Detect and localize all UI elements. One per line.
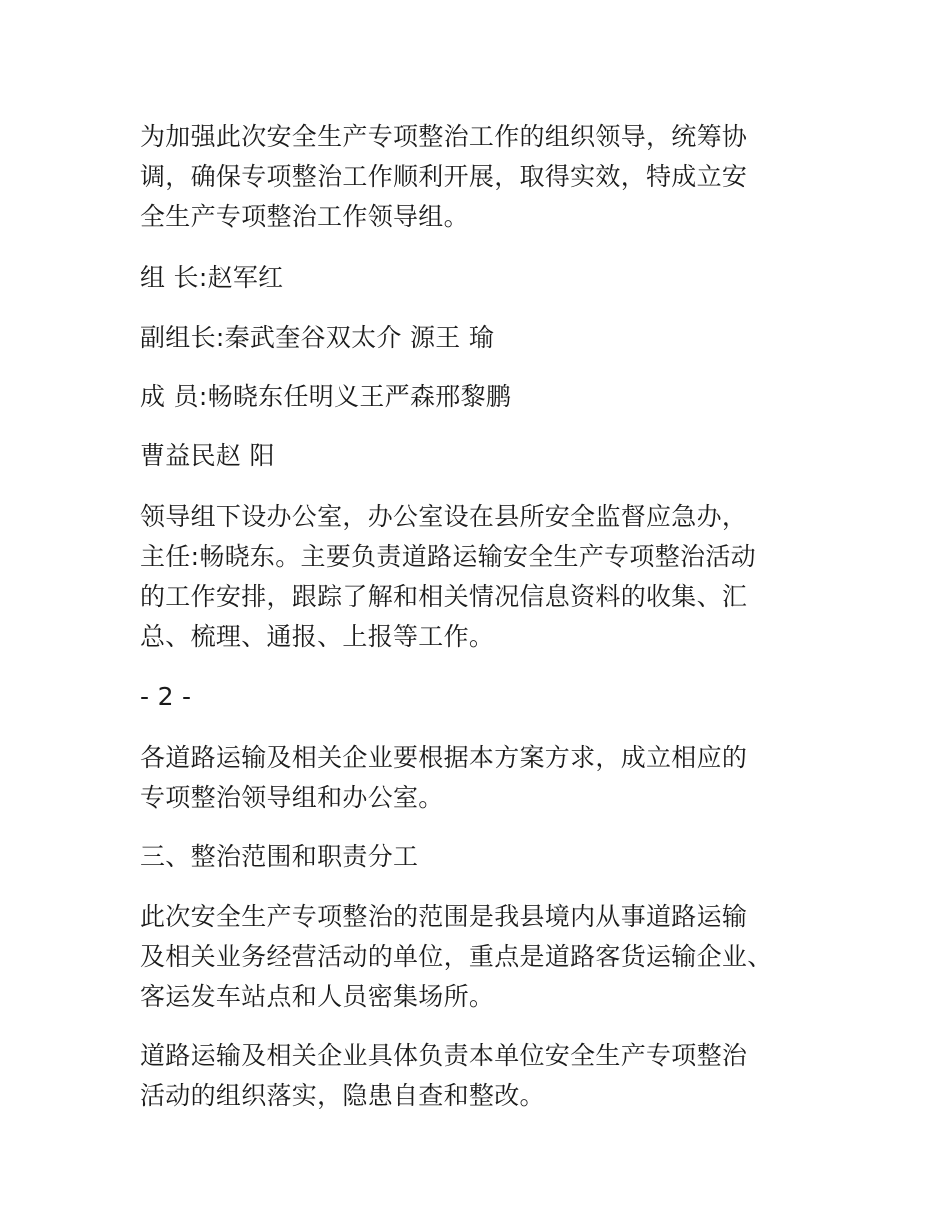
- text-line: 的工作安排，跟踪了解和相关情况信息资料的收集、汇: [140, 582, 748, 611]
- text-line: 及相关业务经营活动的单位，重点是道路客货运输企业、: [140, 942, 773, 971]
- paragraph-group-leader: [140, 258, 840, 298]
- text-line: 总、梳理、通报、上报等工作。: [140, 622, 495, 651]
- paragraph-scope: [140, 897, 840, 1017]
- text-line: 曹益民赵 阳: [140, 441, 275, 470]
- paragraph-members: [140, 377, 840, 417]
- text-line: 全生产专项整治工作领导组。: [140, 202, 469, 231]
- text-line: 成 员:畅晓东任明义王严森邢黎鹏: [140, 382, 512, 411]
- text-line: 为加强此次安全生产专项整治工作的组织领导，统筹协: [140, 122, 748, 151]
- text-line: 领导组下设办公室，办公室设在县所安全监督应急办，: [140, 502, 748, 531]
- section-heading-scope: [140, 837, 840, 877]
- text-line: 专项整治领导组和办公室。: [140, 783, 444, 812]
- paragraph-office-setup: [140, 497, 840, 657]
- page-number: [140, 677, 840, 717]
- text-line: 此次安全生产专项整治的范围是我县境内从事道路运输: [140, 902, 748, 931]
- paragraph-deputy-leaders: [140, 318, 840, 358]
- text-line: 道路运输及相关企业具体负责本单位安全生产专项整治: [140, 1041, 748, 1070]
- text-line: 副组长:秦武奎谷双太介 源王 瑜: [140, 323, 495, 352]
- paragraph-members-continued: [140, 436, 840, 476]
- text-line: 三、整治范围和职责分工: [140, 842, 419, 871]
- text-line: - 2 -: [140, 682, 192, 711]
- text-line: 活动的组织落实，隐患自查和整改。: [140, 1081, 545, 1110]
- text-line: 调，确保专项整治工作顺利开展，取得实效，特成立安: [140, 162, 748, 191]
- text-line: 各道路运输及相关企业要根据本方案方求，成立相应的: [140, 743, 748, 772]
- paragraph-enterprise-requirement: [140, 738, 840, 818]
- paragraph-leadership-group-intro: [140, 117, 840, 237]
- text-line: 组 长:赵军红: [140, 263, 284, 292]
- text-line: 主任:畅晓东。主要负责道路运输安全生产专项整治活动: [140, 542, 756, 571]
- paragraph-responsibility: [140, 1036, 840, 1116]
- text-line: 客运发车站点和人员密集场所。: [140, 982, 495, 1011]
